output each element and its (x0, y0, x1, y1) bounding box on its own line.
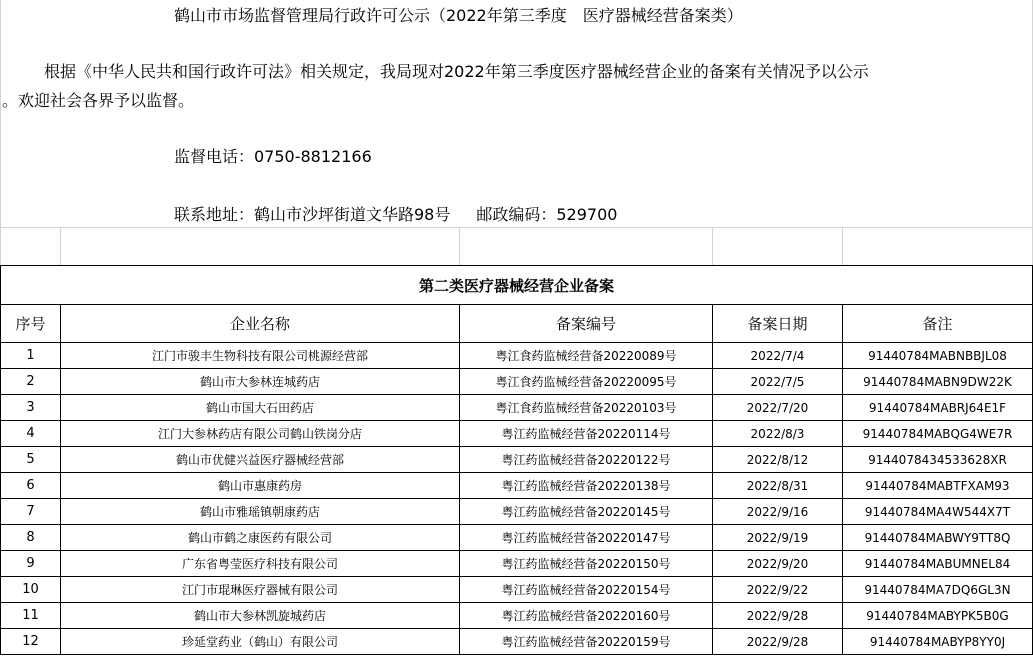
contact-address-line (174, 205, 617, 225)
table-row (1, 577, 1033, 603)
cell-record-date: 2022/7/4 (713, 343, 843, 369)
cell-index: 8 (1, 525, 61, 551)
cell-index: 9 (1, 551, 61, 577)
cell-remark: 91440784MABNBBJL08 (843, 343, 1033, 369)
cell-remark: 91440784MA7DQ6GL3N (843, 577, 1033, 603)
table-row (1, 499, 1033, 525)
cell-remark: 914407843453362​8XR (843, 447, 1033, 473)
table-caption: 第二类医疗器械经营企业备案 (1, 266, 1033, 305)
cell-remark: 91440784MABUMNEL84 (843, 551, 1033, 577)
grid-line (842, 227, 843, 265)
cell-index: 4 (1, 421, 61, 447)
cell-index: 6 (1, 473, 61, 499)
cell-remark: 91440784MABQG4WE7R (843, 421, 1033, 447)
contact-address: 联系地址：鹤山市沙坪街道文华路98号 (174, 205, 451, 224)
cell-company: 鹤山市雅瑶镇朝康药店 (61, 499, 460, 525)
column-header-remark: 备注 (843, 305, 1033, 343)
table-row (1, 343, 1033, 369)
cell-company: 江门大参林药店有限公司鹤山铁岗分店 (61, 421, 460, 447)
cell-record-number: 粤江药监械经营备20220159号 (460, 629, 713, 655)
cell-record-number: 粤江食药监械经营备20220095号 (460, 369, 713, 395)
grid-line (0, 0, 1, 265)
cell-company: 鹤山市优健兴益医疗器械经营部 (61, 447, 460, 473)
cell-record-number: 粤江药监械经营备20220138号 (460, 473, 713, 499)
cell-record-date: 2022/9/22 (713, 577, 843, 603)
grid-line (712, 227, 713, 265)
cell-index: 1 (1, 343, 61, 369)
grid-line (60, 227, 61, 265)
cell-record-date: 2022/8/31 (713, 473, 843, 499)
postal-code: 邮政编码：529700 (476, 205, 618, 224)
cell-company: 鹤山市大参林凯旋城药店 (61, 603, 460, 629)
grid-line (0, 227, 1033, 228)
cell-record-date: 2022/7/5 (713, 369, 843, 395)
cell-record-date: 2022/9/16 (713, 499, 843, 525)
cell-company: 广东省粤莹医疗科技有限公司 (61, 551, 460, 577)
table-row (1, 525, 1033, 551)
page-title: 鹤山市市场监督管理局行政许可公示（2022年第三季度 医疗器械经营备案类） (174, 6, 743, 25)
cell-index: 7 (1, 499, 61, 525)
table-header-row (1, 305, 1033, 343)
cell-record-date: 2022/8/3 (713, 421, 843, 447)
intro-paragraph-line1: 根据《中华人民共和国行政许可法》相关规定，我局现对2022年第三季度医疗器械经营企业的备案有关情况予以公示 (44, 62, 869, 81)
cell-record-number: 粤江药监械经营备20220114号 (460, 421, 713, 447)
cell-record-date: 2022/7/20 (713, 395, 843, 421)
cell-index: 12 (1, 629, 61, 655)
cell-company: 珍延堂药业（鹤山）有限公司 (61, 629, 460, 655)
table-row (1, 551, 1033, 577)
cell-index: 10 (1, 577, 61, 603)
cell-remark: 91440784MABRJ64E1F (843, 395, 1033, 421)
cell-company: 鹤山市大参林连城药店 (61, 369, 460, 395)
cell-company: 江门市琨琳医疗器械有限公司 (61, 577, 460, 603)
cell-record-date: 2022/9/28 (713, 603, 843, 629)
intro-paragraph-line2: 。欢迎社会各界予以监督。 (2, 91, 195, 110)
cell-remark: 91440784MABYP8YY0J (843, 629, 1033, 655)
cell-record-number: 粤江药监械经营备20220147号 (460, 525, 713, 551)
cell-remark: 91440784MABWY9TT8Q (843, 525, 1033, 551)
cell-record-number: 粤江药监械经营备20220150号 (460, 551, 713, 577)
column-header-record-number: 备案编号 (460, 305, 713, 343)
cell-index: 2 (1, 369, 61, 395)
cell-record-number: 粤江食药监械经营备20220103号 (460, 395, 713, 421)
cell-company: 江门市骏丰生物科技有限公司桃源经营部 (61, 343, 460, 369)
supervision-phone: 监督电话：0750-8812166 (174, 147, 372, 166)
table-row (1, 369, 1033, 395)
cell-index: 11 (1, 603, 61, 629)
cell-company: 鹤山市惠康药房 (61, 473, 460, 499)
cell-company: 鹤山市国大石田药店 (61, 395, 460, 421)
cell-remark: 91440784MA4W544X7T (843, 499, 1033, 525)
column-header-index: 序号 (1, 305, 61, 343)
table-row (1, 629, 1033, 655)
table-row (1, 421, 1033, 447)
column-header-record-date: 备案日期 (713, 305, 843, 343)
table-row (1, 603, 1033, 629)
cell-record-number: 粤江药监械经营备20220122号 (460, 447, 713, 473)
table-row (1, 473, 1033, 499)
cell-remark: 91440784MABYPK5B0G (843, 603, 1033, 629)
cell-record-date: 2022/9/28 (713, 629, 843, 655)
cell-record-date: 2022/8/12 (713, 447, 843, 473)
table-row (1, 395, 1033, 421)
cell-record-date: 2022/9/19 (713, 525, 843, 551)
cell-record-number: 粤江食药监械经营备20220089号 (460, 343, 713, 369)
table-caption-row (1, 266, 1033, 305)
cell-record-number: 粤江药监械经营备20220145号 (460, 499, 713, 525)
grid-line (459, 227, 460, 265)
cell-record-number: 粤江药监械经营备20220160号 (460, 603, 713, 629)
cell-record-date: 2022/9/20 (713, 551, 843, 577)
cell-remark: 91440784MABTFXAM93 (843, 473, 1033, 499)
cell-index: 3 (1, 395, 61, 421)
table-row (1, 447, 1033, 473)
registration-table (0, 265, 1033, 655)
cell-record-number: 粤江药监械经营备20220154号 (460, 577, 713, 603)
cell-remark: 91440784MABN9DW22K (843, 369, 1033, 395)
cell-index: 5 (1, 447, 61, 473)
cell-company: 鹤山市鹤之康医药有限公司 (61, 525, 460, 551)
column-header-company: 企业名称 (61, 305, 460, 343)
